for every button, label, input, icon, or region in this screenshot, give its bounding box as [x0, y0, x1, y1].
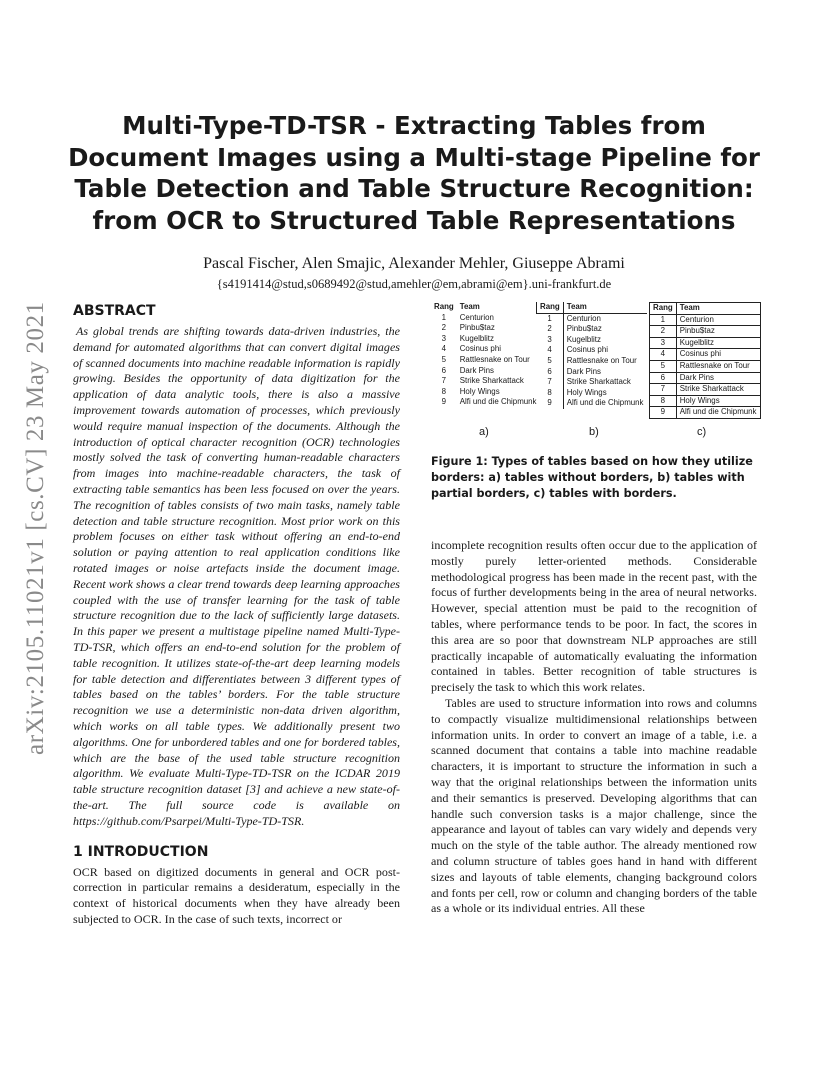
- team-cell: Kugelblitz: [459, 333, 494, 343]
- header-team: Team: [563, 302, 646, 313]
- rang-cell: 1: [441, 312, 447, 322]
- header-rang: Rang: [650, 303, 677, 315]
- team-cell: Strike Sharkattack: [459, 376, 524, 386]
- introduction-text-left: OCR based on digitized documents in general and OCR post-correction in particular remains a desideratum, especially in the context of historical documents when they have already been subjected to OCR. In the case of such texts, incorrect or: [73, 864, 400, 926]
- team-cell: Rattlesnake on Tour: [459, 354, 530, 364]
- table-row: [650, 314, 761, 326]
- rang-cell: 2: [441, 323, 447, 333]
- rang-cell: 7: [650, 384, 677, 396]
- rang-cell: 7: [441, 376, 447, 386]
- table-row: [650, 349, 761, 361]
- abstract-heading: ABSTRACT: [73, 303, 156, 319]
- rang-cell: 2: [547, 324, 552, 334]
- author-emails: {s4191414@stud,s0689492@stud,amehler@em,abrami@em}.uni-frankfurt.de: [216, 277, 612, 291]
- header-team: Team: [459, 302, 480, 311]
- table-row: [431, 366, 540, 377]
- rang-cell: 5: [650, 360, 677, 372]
- team-cell: Alfi und die Chipmunk: [676, 407, 760, 419]
- table-row: [431, 334, 540, 345]
- rang-cell: 8: [547, 387, 552, 397]
- rang-cell: 9: [547, 398, 552, 408]
- rang-cell: 4: [441, 344, 447, 354]
- team-cell: Dark Pins: [563, 367, 646, 378]
- author-list: Pascal Fischer, Alen Smajic, Alexander Mehler, Giuseppe Abrami: [203, 255, 625, 272]
- team-cell: Pinbu$taz: [563, 324, 646, 335]
- paper-title: Multi-Type-TD-TSR - Extracting Tables from Document Images using a Multi-stage Pipeline for Table Detection and Table Structure Recognition: from OCR to Structured Table Representations: [68, 111, 760, 235]
- table-row: [537, 377, 647, 388]
- table-row: [431, 397, 540, 408]
- rang-cell: 2: [650, 326, 677, 338]
- table-partial-borders: [536, 302, 647, 409]
- team-cell: Centurion: [459, 312, 494, 322]
- table-row: [537, 335, 647, 346]
- team-cell: Dark Pins: [676, 372, 760, 384]
- table-row: [431, 376, 540, 387]
- subfigure-label-b: b): [589, 426, 599, 438]
- rang-cell: 7: [547, 377, 552, 387]
- rang-cell: 3: [547, 334, 552, 344]
- rang-cell: 5: [441, 354, 447, 364]
- figure-caption: Figure 1: Types of tables based on how they utilize borders: a) tables without borders, b) tables with partial borders, c) tables with borders.: [431, 455, 753, 500]
- introduction-heading: 1 INTRODUCTION: [73, 843, 209, 860]
- team-cell: Rattlesnake on Tour: [676, 360, 760, 372]
- team-cell: Holy Wings: [563, 388, 646, 399]
- arxiv-stamp: arXiv:2105.11021v1 [cs.CV] 23 May 2021: [22, 301, 49, 755]
- table-row: [537, 398, 647, 409]
- abstract-text: As global trends are shifting towards data-driven industries, the demand for automated algorithms that can convert digital images of scanned documents into machine readable information is rapidly growing. Besides the opportunity of data digitization for the application of data analytic tools, there is also a massive improvement towards automation of processes, which previously would require manual inspection of the documents. Although the introduction of optical character recognition (OCR) technologies mostly solved the task of converting human-readable characters from images into machine-readable characters, the task of extracting table semantics has been less focused on over the years. The recognition of tables consists of two main tasks, namely table detection and table structure recognition. Most prior work on this problem focuses on either task without offering an end-to-end solution or paying attention to real application conditions like rotated images or noise artefacts inside the document image. Recent work shows a clear trend towards deep learning approaches coupled with the use of transfer learning for the task of table structure recognition due to the lack of sufficiently large datasets. In this paper we present a multistage pipeline named Multi-Type-TD-TSR, which offers an end-to-end solution for the problem of table recognition. It utilizes state-of-the-art deep learning models for table detection and differentiates between 3 different types of tables based on the tables’ borders. For the table structure recognition we use a deterministic non-data driven algorithm, which works on all table types. We additionally present two algorithms. One for unbordered tables and one for bordered tables, which are the base of the used table structure recognition algorithm. We evaluate Multi-Type-TD-TSR on the ICDAR 2019 table structure recognition dataset [3] and achieve a new state-of-the-art. The full source code is available on https://github.com/Psarpei/Multi-Type-TD-TSR.: [73, 324, 400, 828]
- introduction-paragraph: Tables are used to structure information into rows and columns to compactly visualize multidimensional relationships between information units. In order to convert an image of a table, i.e. a scanned document that contains a table into machine readable characters, it is important to structure the information in such a way that the original relationships between the information units and their semantics is preserved. Developing algorithms that can handle such conversion tasks is a major challenge, since the appearance and layout of tables can vary widely and depends very much on the style of the table author. The already mentioned row and column structure of tables goes hand in hand with different sizes and layouts of table elements, changing background colors and fonts per cell, row or column and changing borders of the table as a whole or its individual entries. All these: [431, 695, 757, 916]
- table-row: [537, 388, 647, 399]
- rang-cell: 9: [441, 397, 447, 407]
- header-rang: Rang: [434, 302, 454, 311]
- subfigure-label-c: c): [697, 426, 707, 438]
- team-cell: Kugelblitz: [676, 337, 760, 349]
- table-row: [650, 395, 761, 407]
- table-row: [650, 372, 761, 384]
- rang-cell: 4: [547, 345, 552, 355]
- team-cell: Strike Sharkattack: [563, 377, 646, 388]
- table-row: [537, 345, 647, 356]
- table-row: [650, 384, 761, 396]
- table-row: [537, 313, 647, 324]
- table-row: [650, 326, 761, 338]
- rang-cell: 1: [650, 314, 677, 326]
- right-column: [431, 302, 757, 917]
- table-row: [537, 356, 647, 367]
- team-cell: Alfi und die Chipmunk: [563, 398, 646, 409]
- team-cell: Strike Sharkattack: [676, 384, 760, 396]
- rang-cell: 4: [650, 349, 677, 361]
- rang-cell: 5: [547, 355, 552, 365]
- rang-cell: 6: [441, 365, 447, 375]
- header-team: Team: [676, 303, 760, 315]
- rang-cell: 6: [650, 372, 677, 384]
- team-cell: Alfi und die Chipmunk: [459, 397, 537, 407]
- table-without-borders: [431, 302, 540, 408]
- team-cell: Dark Pins: [459, 365, 494, 375]
- table-row: [537, 367, 647, 378]
- left-column: [73, 303, 400, 928]
- rang-cell: 8: [441, 386, 447, 396]
- rang-cell: 9: [650, 407, 677, 419]
- team-cell: Cosinus phi: [459, 344, 501, 354]
- rang-cell: 1: [547, 313, 552, 323]
- table-row: [431, 344, 540, 355]
- figure-1: [431, 302, 757, 438]
- table-row: [650, 407, 761, 419]
- rang-cell: 8: [650, 395, 677, 407]
- team-cell: Centurion: [563, 313, 646, 324]
- table-row: [431, 355, 540, 366]
- rang-cell: 6: [547, 366, 552, 376]
- table-with-borders: [649, 302, 761, 419]
- team-cell: Holy Wings: [459, 386, 500, 396]
- table-row: [650, 337, 761, 349]
- team-cell: Cosinus phi: [563, 345, 646, 356]
- table-row: [431, 323, 540, 334]
- team-cell: Rattlesnake on Tour: [563, 356, 646, 367]
- table-row: [431, 387, 540, 398]
- team-cell: Pinbu$taz: [676, 326, 760, 338]
- team-cell: Centurion: [676, 314, 760, 326]
- team-cell: Holy Wings: [676, 395, 760, 407]
- subfigure-label-a: a): [479, 426, 489, 438]
- team-cell: Cosinus phi: [676, 349, 760, 361]
- rang-cell: 3: [441, 333, 447, 343]
- introduction-text-right: [431, 538, 757, 917]
- table-row: [537, 324, 647, 335]
- table-row: [431, 313, 540, 324]
- table-row: [650, 360, 761, 372]
- introduction-paragraph: incomplete recognition results often occur due to the application of mostly purely letter-oriented methods. Considerable methodological progress has been made in the recent past, with the focus of further developments being in the area of neural networks. However, special attention must be paid to the recognition of tables, where performance tends to be poor. In fact, the scores in this area are so poor that downstream NLP approaches are still practically incapable of automatically evaluating the information contained in tables. Better recognition of table structures is precisely the task to which this work relates.: [431, 538, 757, 695]
- header-rang: Rang: [537, 302, 564, 313]
- team-cell: Pinbu$taz: [459, 323, 495, 333]
- rang-cell: 3: [650, 337, 677, 349]
- team-cell: Kugelblitz: [563, 335, 646, 346]
